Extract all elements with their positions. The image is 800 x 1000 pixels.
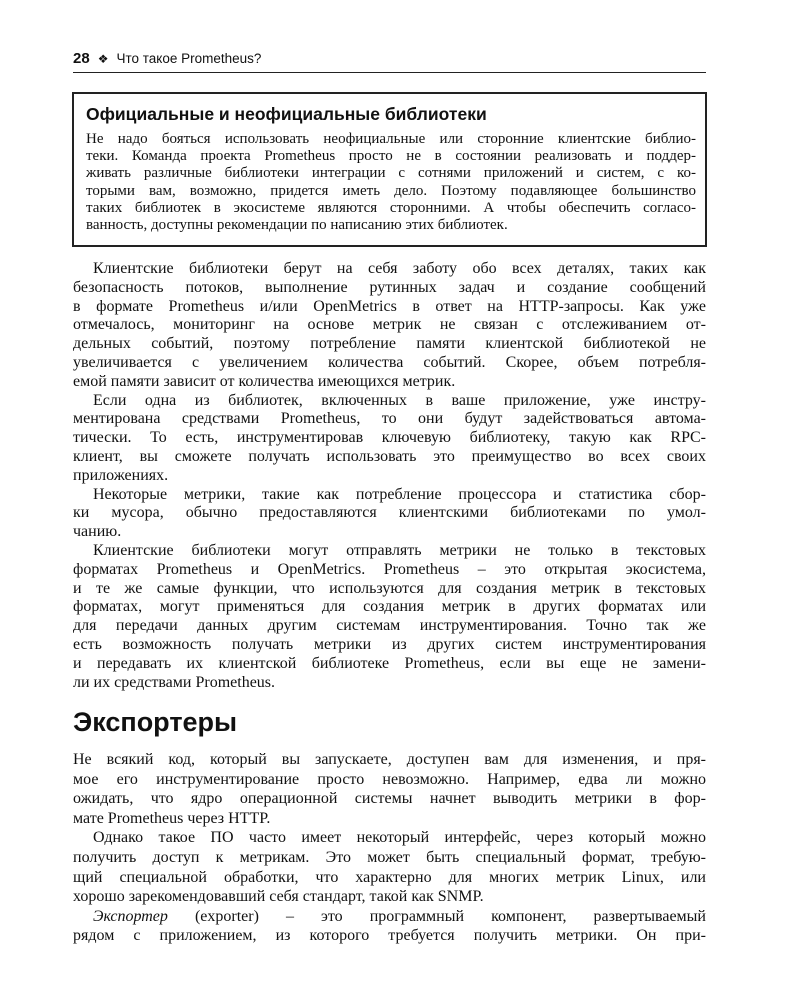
- running-header: [73, 50, 706, 73]
- text-line: таких библиотек в экосистеме являются сторонними. А чтобы обеспечить согласо-: [86, 199, 696, 216]
- text-line: живать различные библиотеки интеграции с сотнями приложений и систем, с ко-: [86, 165, 696, 182]
- section-exporters-text: [73, 750, 706, 946]
- text-line: клиент, вы сможете получать использовать это преимущество во всех своих: [73, 447, 706, 465]
- text-line: [73, 907, 706, 927]
- chapter-title: Что такое Prometheus?: [116, 51, 262, 66]
- text-line: дельных событий, поэтому потребление памяти клиентской библиотекой не: [73, 335, 706, 353]
- text-line: Некоторые метрики, такие как потребление процессора и статистика сбор-: [93, 485, 706, 503]
- text-line: рядом с приложением, из которого требуется получить метрики. Он при-: [73, 927, 706, 945]
- text-line: в формате Prometheus и/или OpenMetrics в ответ на HTTP-запросы. Как уже: [73, 297, 706, 315]
- text-line: торыми вам, возможно, придется иметь дело. Поэтому подавляющее большинство: [86, 182, 696, 199]
- text-line: мате Prometheus через HTTP.: [73, 809, 271, 827]
- text-line: безопасность потоков, выполнение рутинных задач и создание сообщений: [73, 278, 706, 296]
- text-line: ванность, доступны рекомендации по написанию этих библиотек.: [86, 217, 508, 234]
- sidebar-note-box: [72, 92, 707, 247]
- text-line: Однако такое ПО часто имеет некоторый интерфейс, через который можно: [93, 829, 706, 847]
- text-line: Клиентские библиотеки могут отправлять метрики не только в текстовых: [93, 541, 706, 559]
- text-line: теки. Команда проекта Prometheus просто не в состоянии реализовать и поддер-: [86, 148, 696, 165]
- text-line: тически. То есть, инструментировав ключевую библиотеку, такую как RPC-: [73, 429, 706, 447]
- text-line: Клиентские библиотеки берут на себя заботу обо всех деталях, таких как: [93, 260, 706, 277]
- text-line: и те же самые функции, что используются для создания метрик в текстовых: [73, 579, 706, 597]
- text-line: Если одна из библиотек, включенных в ваше приложение, уже инстру-: [93, 391, 706, 409]
- text-line: приложениях.: [73, 466, 169, 484]
- text-line: мое его инструментирование просто невозможно. Например, едва ли можно: [73, 770, 706, 788]
- text-line: получить доступ к метрикам. Это может быть специальный формат, требую-: [73, 848, 706, 866]
- sidebar-note-body: [86, 131, 705, 234]
- text-line: ки мусора, обычно предоставляются клиентскими библиотеками по умол-: [73, 504, 706, 522]
- text-line: Не надо бояться использовать неофициальные или сторонние клиентские библио-: [86, 131, 696, 147]
- text-line: форматах Prometheus и OpenMetrics. Prometheus – это открытая экосистема,: [73, 560, 706, 578]
- sidebar-note-title: Официальные и неофициальные библиотеки: [86, 104, 487, 124]
- text-line: для передачи данных другим системам инструментирования. Точно так же: [73, 617, 706, 635]
- section-client-libraries-text: [73, 260, 706, 692]
- page-number: 28: [73, 50, 90, 67]
- text-line: ментирована средствами Prometheus, то они будут задействоваться автома-: [73, 410, 706, 428]
- text-line: увеличивается с увеличением количества событий. Скорее, объем потребля-: [73, 353, 706, 371]
- text-line: и передавать их клиентской библиотеке Prometheus, если вы еще не замени-: [73, 654, 706, 672]
- text-line: хорошо зарекомендовавший себя стандарт, такой как SNMP.: [73, 888, 484, 906]
- text-line: ожидать, что ядро операционной системы начнет выводить метрики в фор-: [73, 790, 706, 808]
- text-line: чанию.: [73, 523, 122, 541]
- text-line: форматах, могут применяться для создания метрик в других форматах или: [73, 598, 706, 616]
- text-line: есть возможность получать метрики из других систем инструментирования: [73, 635, 706, 653]
- text-fragment: (exporter) – это программный компонент, развертываемый: [167, 907, 706, 925]
- section-heading-exporters: Экспортеры: [73, 707, 238, 737]
- text-line: емой памяти зависит от количества имеющихся метрик.: [73, 372, 456, 390]
- text-line: Не всякий код, который вы запускаете, доступен вам для изменения, и пря-: [73, 751, 706, 768]
- term-exporter: Экспортер: [93, 907, 168, 925]
- ornament-icon: ❖: [97, 52, 109, 66]
- text-line: отмечалось, мониторинг на основе метрик не связан с отслеживанием от-: [73, 316, 706, 334]
- text-line: щий специальной обработки, что характерно для многих метрик Linux, или: [73, 868, 706, 886]
- text-line: ли их средствами Prometheus.: [73, 673, 276, 691]
